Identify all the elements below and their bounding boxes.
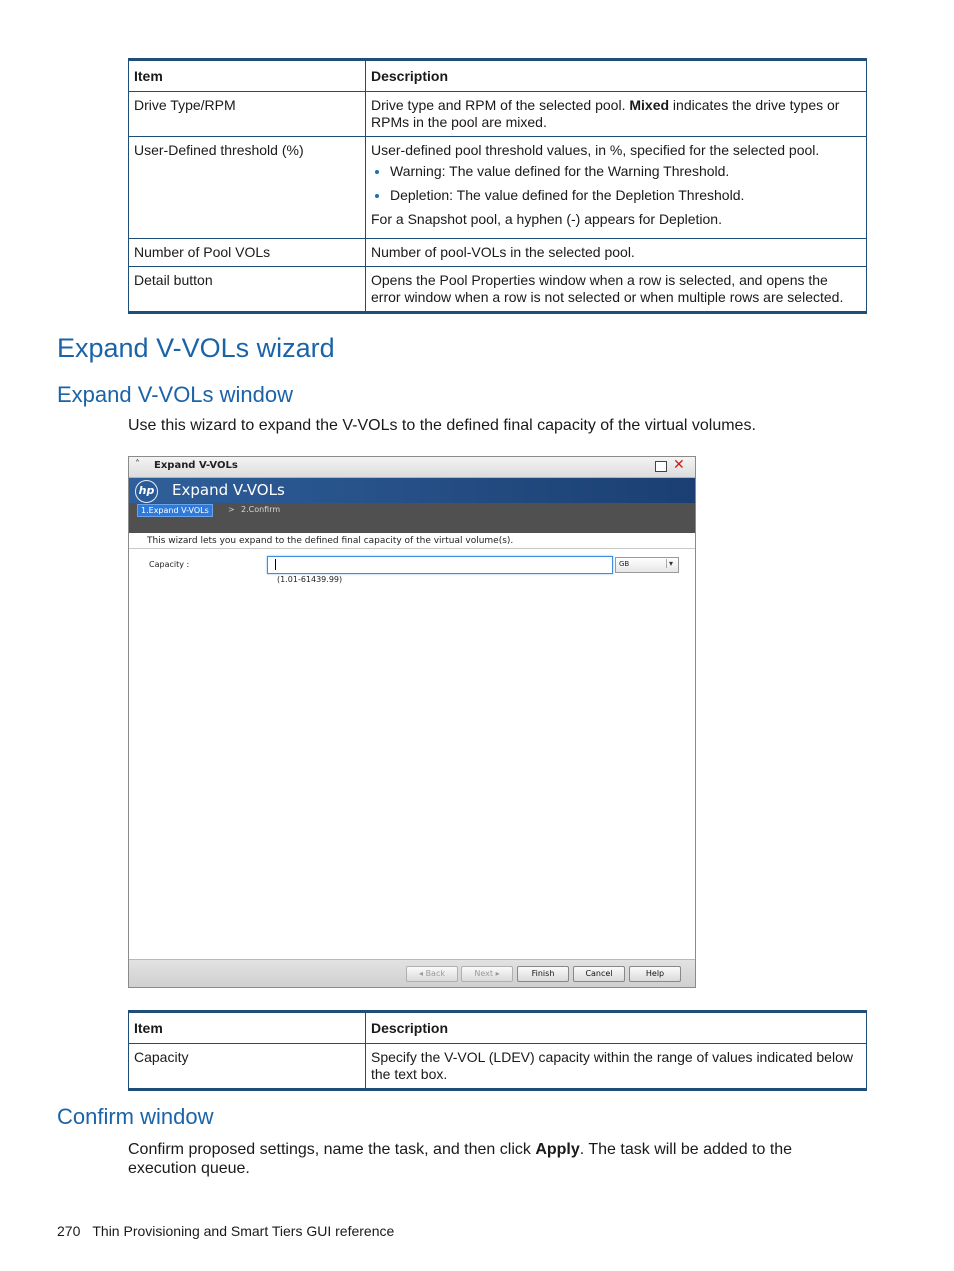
table-cell-description — [366, 137, 867, 239]
next-button[interactable] — [461, 966, 513, 982]
description-text: Drive type and RPM of the selected pool. — [371, 97, 630, 113]
table-row — [129, 1044, 867, 1090]
divider — [129, 548, 695, 549]
wizard-content — [129, 533, 695, 959]
finish-button[interactable]: Finish — [517, 966, 569, 982]
description-bold-term: Mixed — [629, 97, 670, 113]
confirm-text: . The task will be added to the execution queue. — [128, 1141, 793, 1177]
unit-selected-value: GB — [619, 560, 630, 568]
back-arrow-icon: ◂ — [419, 969, 424, 978]
pool-properties-table — [128, 58, 867, 314]
table-cell-item: Drive Type/RPM — [129, 92, 366, 137]
step-confirm: 2.Confirm — [241, 505, 281, 514]
table-cell-item: User-Defined threshold (%) — [129, 137, 366, 239]
bullet-list — [371, 163, 861, 204]
table-row — [129, 137, 867, 239]
page-number: 270 — [57, 1223, 81, 1239]
table-cell-description: Number of pool-VOLs in the selected pool. — [366, 239, 867, 267]
table-row — [129, 92, 867, 137]
expand-window-description: Use this wizard to expand the V-VOLs to the defined final capacity of the virtual volumes. — [128, 417, 756, 434]
table-cell-description — [366, 92, 867, 137]
expand-vvols-window — [128, 456, 696, 988]
footer-title: Thin Provisioning and Smart Tiers GUI reference — [92, 1223, 395, 1239]
capacity-table — [128, 1010, 867, 1091]
column-header-description: Description — [366, 1012, 867, 1044]
window-title: Expand V-VOLs — [154, 460, 238, 471]
table-row — [129, 239, 867, 267]
capacity-range-hint: (1.01-61439.99) — [277, 575, 343, 584]
back-button-label: Back — [425, 969, 445, 978]
wizard-steps — [129, 503, 695, 533]
maximize-icon[interactable] — [655, 461, 667, 472]
capacity-label: Capacity : — [149, 560, 190, 569]
description-text: User-defined pool threshold values, in %, specified for the selected pool. — [371, 142, 820, 158]
cancel-button[interactable]: Cancel — [573, 966, 625, 982]
confirm-window-description — [128, 1140, 848, 1178]
hp-logo: hp — [135, 480, 158, 503]
window-titlebar — [129, 457, 695, 478]
subsection-heading-expand-window: Expand V-VOLs window — [57, 382, 294, 407]
back-button[interactable] — [406, 966, 458, 982]
help-button[interactable]: Help — [629, 966, 681, 982]
list-item: • Depletion: The value defined for the Depletion Threshold. — [390, 187, 861, 204]
section-heading: Expand V-VOLs wizard — [57, 333, 335, 363]
step-expand-vvols: 1.Expand V-VOLs — [137, 504, 213, 517]
wizard-banner — [129, 478, 695, 503]
next-button-label: Next — [474, 969, 494, 978]
collapse-icon[interactable]: ˄ — [135, 459, 140, 470]
next-arrow-icon: ▸ — [495, 969, 500, 978]
step-separator: > — [228, 505, 235, 514]
capacity-input[interactable] — [267, 556, 613, 574]
subsection-heading-confirm-window: Confirm window — [57, 1104, 214, 1129]
table-cell-item: Detail button — [129, 267, 366, 313]
description-text: For a Snapshot pool, a hyphen (-) appears for Depletion. — [371, 211, 722, 227]
table-row — [129, 267, 867, 313]
table-cell-description: Opens the Pool Properties window when a row is selected, and opens the error window when a row is not selected or when multiple rows are selected. — [366, 267, 867, 313]
wizard-banner-title: Expand V-VOLs — [172, 481, 285, 499]
close-icon[interactable]: ✕ — [673, 457, 685, 473]
wizard-button-bar — [129, 959, 695, 988]
table-cell-item: Capacity — [129, 1044, 366, 1090]
apply-term: Apply — [535, 1141, 580, 1158]
column-header-item: Item — [129, 1012, 366, 1044]
table-cell-description: Specify the V-VOL (LDEV) capacity within the range of values indicated below the text box. — [366, 1044, 867, 1090]
table-header-row — [129, 1012, 867, 1044]
column-header-description: Description — [366, 60, 867, 92]
description-text: indicates the drive types or RPMs in the pool are mixed. — [371, 97, 840, 130]
chevron-down-icon: ▾ — [666, 559, 673, 568]
capacity-unit-select[interactable] — [615, 557, 679, 573]
page-footer — [57, 1223, 394, 1239]
column-header-item: Item — [129, 60, 366, 92]
confirm-text: Confirm proposed settings, name the task, and then click — [128, 1141, 536, 1158]
table-cell-item: Number of Pool VOLs — [129, 239, 366, 267]
list-item: • Warning: The value defined for the Warning Threshold. — [390, 163, 861, 180]
wizard-intro-text: This wizard lets you expand to the defined final capacity of the virtual volume(s). — [147, 536, 514, 546]
table-header-row — [129, 60, 867, 92]
